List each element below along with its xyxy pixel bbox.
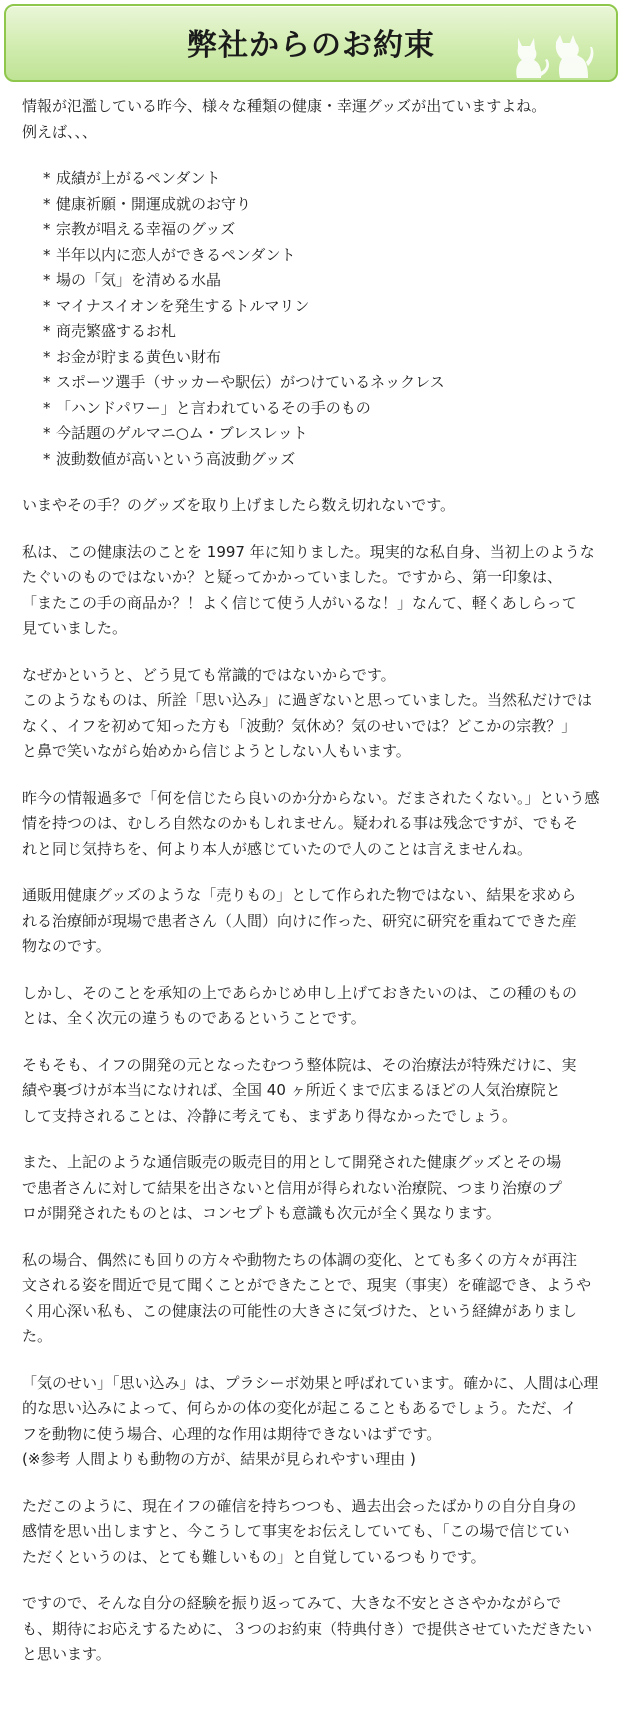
list-item: * 健康祈願・開運成就のお守り: [43, 194, 252, 213]
paragraph: また、上記のような通信販売の販売目的用として開発された健康グッズとその場 で患者さんに対して結果を出さないと信用が得られない治療院、つまり治療のプ ロが開発されたものとは、コンセプトも意識も次元が全く異なります。: [22, 1153, 563, 1222]
cat-and-dog-silhouette-icon: [504, 32, 594, 78]
list-item: * 成績が上がるペンダント: [43, 169, 221, 187]
list-item: * 波動数値が高いという高波動グッズ: [43, 449, 296, 468]
paragraph: ただこのように、現在イフの確信を持ちつつも、過去出会ったばかりの自分自身の 感情を思い出しますと、今こうして事実をお伝えしていても、「この場で信じてい ただくというのは、とても難しいもの」と自覚しているつもりです。: [22, 1496, 577, 1566]
list-item: * スポーツ選手（サッカーや駅伝）がつけているネックレス: [43, 373, 445, 391]
paragraph: 私は、この健康法のことを 1997 年に知りました。現実的な私自身、当初上のような たぐいのものではないか？と疑ってかかっていました。ですから、第一印象は、 「またこの手の商品か？！よく信じて使う人がいるな！」なんて、軽くあしらって 見ていました。: [22, 542, 595, 637]
paragraph: そもそも、イフの開発の元となったむつう整体院は、その治療法が特殊だけに、実 績や裏づけが本当になければ、全国 40 ヶ所近くまで広まるほどの人気治療院と して支持されることは、冷静に考えても、まずあり得なかったでしょう。: [22, 1055, 577, 1125]
main-content: [22, 94, 610, 1668]
list-item: * お金が貯まる黄色い財布: [43, 347, 222, 366]
intro-line-2: 例えば、、、: [22, 122, 98, 141]
list-item: * マイナスイオンを発生するトルマリン: [43, 296, 310, 315]
paragraph: ですので、そんな自分の経験を振り返ってみて、大きな不安とささやかながらで も、期待にお応えするために、３つのお約束（特典付き）で提供させていただきたい と思います。: [22, 1594, 593, 1663]
paragraph: 通販用健康グッズのような「売りもの」として作られた物ではない、結果を求めら れる治療師が現場で患者さん（人間）向けに作った、研究に研究を重ねてできた産 物なのです。: [22, 886, 577, 955]
paragraph: なぜかというと、どう見ても常識的ではないからです。 このようなものは、所詮「思い込み」に過ぎないと思っていました。当然私だけでは なく、イフを初めて知った方も「波動？気休め？気のせいでは？どこかの宗教？」 と鼻で笑いながら始めから信じようとしない人もいます。: [22, 665, 593, 760]
paragraph: 昨今の情報過多で「何を信じたら良いのか分からない。だまされたくない。」という感 情を持つのは、むしろ自然なのかもしれません。疑われる事は残念ですが、でもそ れと同じ気持ちを、何より本人が感じていたので人のことは言えませんね。: [22, 788, 600, 858]
paragraph: 私の場合、偶然にも回りの方々や動物たちの体調の変化、とても多くの方々が再注 文される姿を間近で見て聞くことができたことで、現実（事実）を確認でき、ようや く用心深い私も、この健康法の可能性の大きさに気づけた、という経緯がありまし た。: [22, 1250, 592, 1345]
page-header: [4, 4, 618, 82]
list-item: * 「ハンドパワー」と言われているその手のもの: [43, 398, 371, 417]
list-item: * 場の「気」を清める水晶: [43, 271, 222, 289]
list-item: * 宗教が唱える幸福のグッズ: [43, 220, 236, 238]
intro-line-1: 情報が氾濫している昨今、様々な種類の健康・幸運グッズが出ていますよね。: [22, 97, 547, 115]
list-item: * 今話題のゲルマニ○ム・ブレスレット: [43, 424, 308, 442]
paragraph: いまやその手？のグッズを取り上げましたら数え切れないです。: [22, 496, 456, 514]
list-item: * 半年以内に恋人ができるペンダント: [43, 245, 296, 264]
page-title: 弊社からのお約束: [187, 28, 435, 63]
goods-list: [22, 166, 610, 472]
list-item: * 商売繁盛するお札: [43, 322, 177, 340]
paragraph: 「気のせい」「思い込み」は、プラシーボ効果と呼ばれています。確かに、人間は心理 的な思い込みによって、何らかの体の変化が起こることもあるでしょう。ただ、イ フを動物に使う場合、心理的な作用は期待できないはずです。 (※参考 人間よりも動物の方が、結果が見られやすい理由 ): [22, 1373, 599, 1468]
paragraph: しかし、そのことを承知の上であらかじめ申し上げておきたいのは、この種のもの とは、全く次元の違うものであるということです。: [22, 983, 578, 1027]
